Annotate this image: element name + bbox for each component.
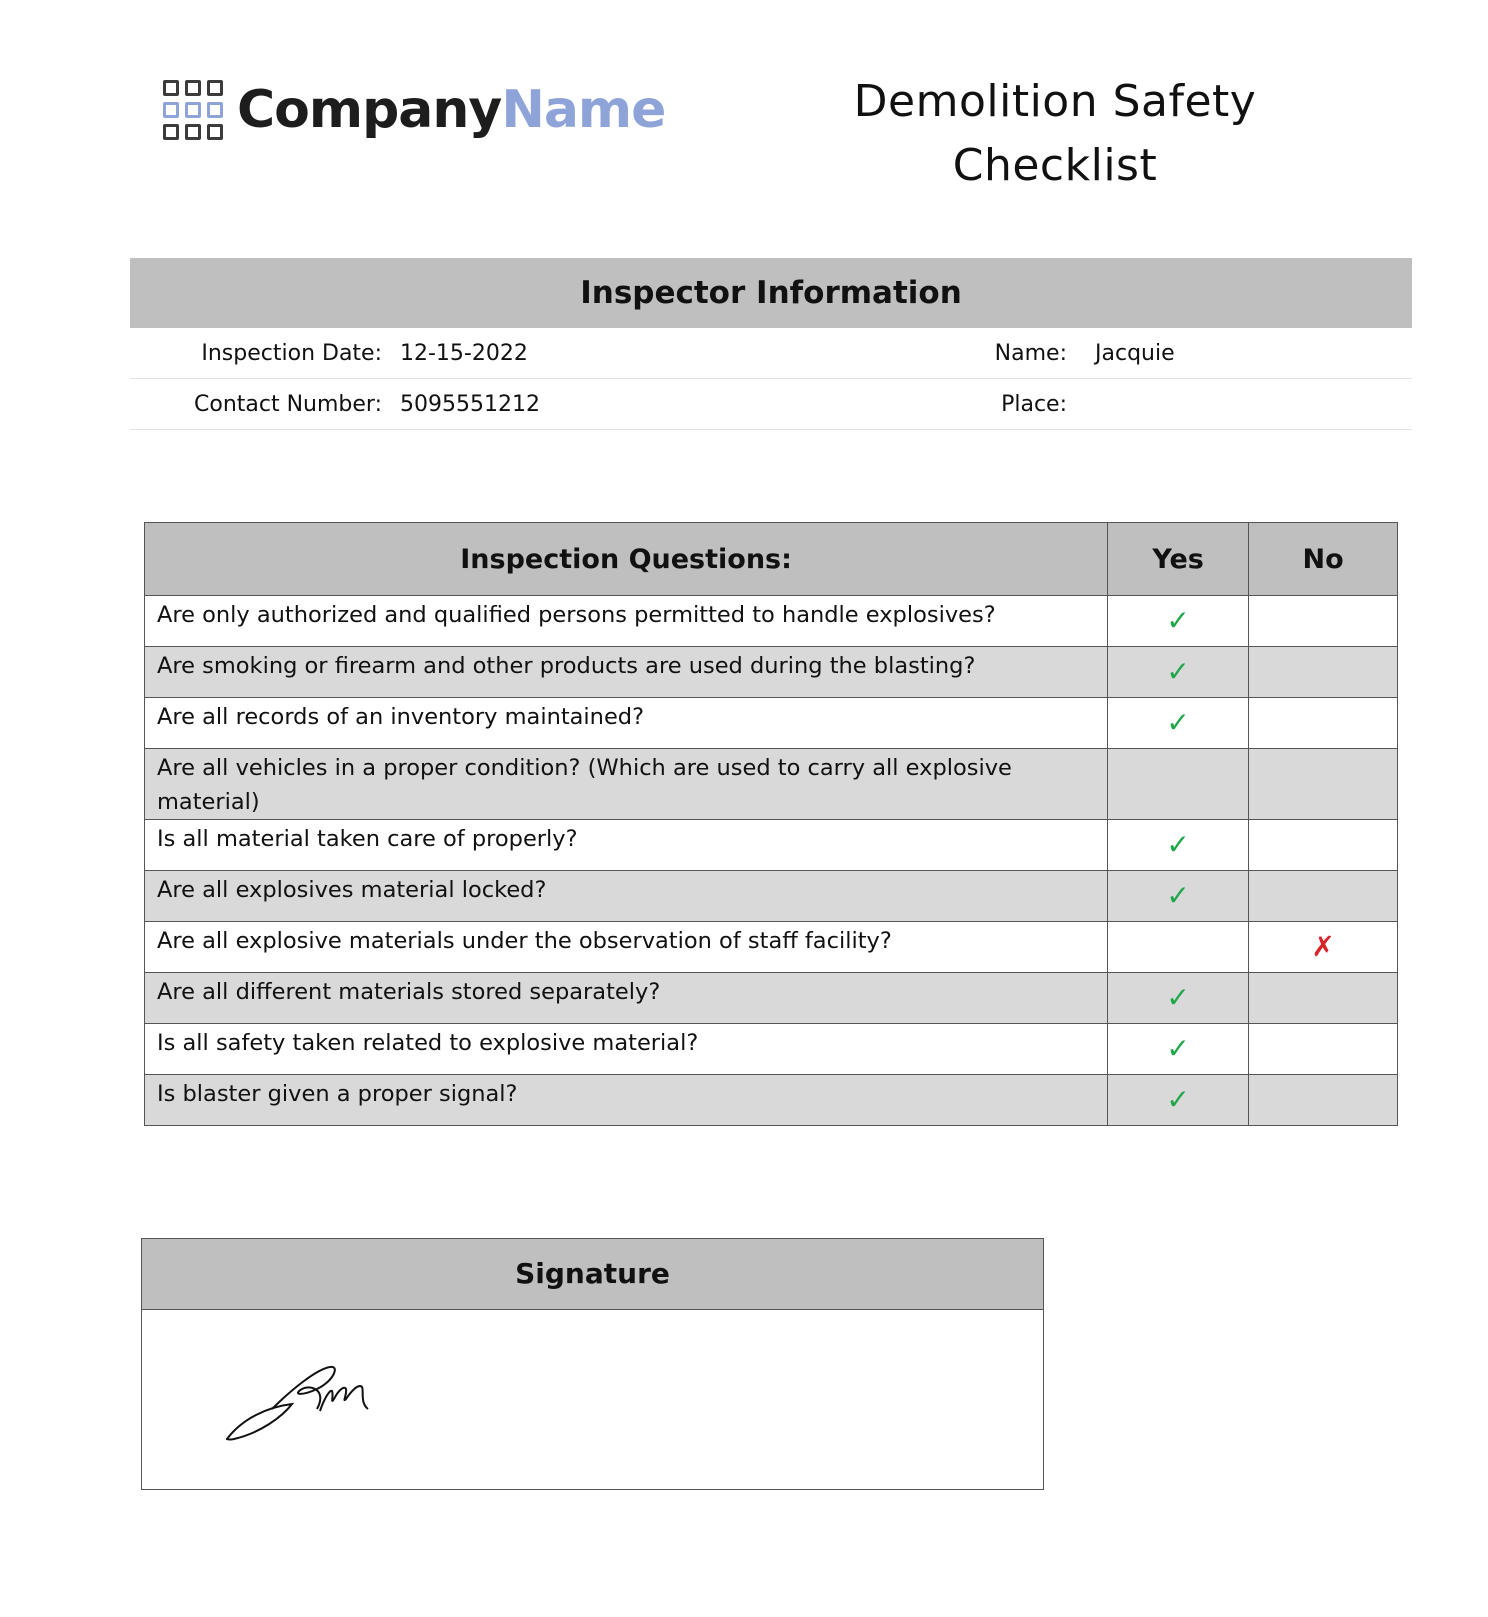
questions-column-header: Inspection Questions: bbox=[145, 523, 1108, 596]
question-text: Are only authorized and qualified persons permitted to handle explosives? bbox=[145, 596, 1108, 647]
name-label: Name: bbox=[994, 341, 1067, 366]
no-cell bbox=[1249, 820, 1398, 871]
no-cell bbox=[1249, 1024, 1398, 1075]
question-text: Are all vehicles in a proper condition? (Which are used to carry all explosive material) bbox=[145, 749, 1108, 820]
question-text: Are all different materials stored separately? bbox=[145, 973, 1108, 1024]
question-text: Is blaster given a proper signal? bbox=[145, 1075, 1108, 1126]
no-cell bbox=[1249, 596, 1398, 647]
table-row bbox=[145, 1075, 1398, 1126]
no-cell bbox=[1249, 698, 1398, 749]
yes-checkmark-icon: ✓ bbox=[1108, 973, 1249, 1024]
inspection-questions-table bbox=[144, 522, 1398, 1126]
contact-number-label: Contact Number: bbox=[194, 392, 382, 417]
yes-checkmark-icon: ✓ bbox=[1108, 871, 1249, 922]
yes-checkmark-icon: ✓ bbox=[1108, 820, 1249, 871]
inspector-information-header: Inspector Information bbox=[130, 258, 1412, 328]
question-text: Are all explosive materials under the observation of staff facility? bbox=[145, 922, 1108, 973]
question-text: Are all records of an inventory maintained? bbox=[145, 698, 1108, 749]
question-text: Are smoking or firearm and other products are used during the blasting? bbox=[145, 647, 1108, 698]
signature-header: Signature bbox=[142, 1239, 1043, 1310]
document-title bbox=[830, 70, 1280, 198]
question-text: Is all safety taken related to explosive material? bbox=[145, 1024, 1108, 1075]
no-column-header: No bbox=[1249, 523, 1398, 596]
name-value: Jacquie bbox=[1095, 341, 1175, 366]
document-title-line2: Checklist bbox=[952, 140, 1158, 191]
table-row bbox=[145, 871, 1398, 922]
inspection-date-value: 12-15-2022 bbox=[400, 341, 528, 366]
contact-number-value: 5095551212 bbox=[400, 392, 540, 417]
no-cell bbox=[1249, 973, 1398, 1024]
yes-checkmark-icon: ✓ bbox=[1108, 1024, 1249, 1075]
table-row bbox=[145, 698, 1398, 749]
table-row bbox=[145, 820, 1398, 871]
table-row bbox=[145, 1024, 1398, 1075]
signature-drawing bbox=[222, 1359, 402, 1449]
yes-cell bbox=[1108, 922, 1249, 973]
info-row-contact-place bbox=[130, 379, 1412, 430]
no-cell bbox=[1249, 647, 1398, 698]
yes-cell bbox=[1108, 749, 1249, 820]
table-row bbox=[145, 596, 1398, 647]
place-label: Place: bbox=[1001, 392, 1067, 417]
info-row-date-name bbox=[130, 328, 1412, 379]
table-row bbox=[145, 973, 1398, 1024]
question-text: Are all explosives material locked? bbox=[145, 871, 1108, 922]
company-name: CompanyName bbox=[237, 80, 666, 140]
table-row bbox=[145, 647, 1398, 698]
yes-checkmark-icon: ✓ bbox=[1108, 596, 1249, 647]
table-row bbox=[145, 922, 1398, 973]
table-row bbox=[145, 749, 1398, 820]
inspection-date-label: Inspection Date: bbox=[201, 341, 382, 366]
no-cell bbox=[1249, 749, 1398, 820]
table-header-row bbox=[145, 523, 1398, 596]
yes-checkmark-icon: ✓ bbox=[1108, 647, 1249, 698]
signature-box bbox=[141, 1238, 1044, 1490]
no-cell bbox=[1249, 871, 1398, 922]
yes-column-header: Yes bbox=[1108, 523, 1249, 596]
document-title-line1: Demolition Safety bbox=[853, 76, 1257, 127]
question-text: Is all material taken care of properly? bbox=[145, 820, 1108, 871]
no-cell bbox=[1249, 1075, 1398, 1126]
grid-logo-icon bbox=[163, 80, 223, 140]
inspector-information bbox=[130, 258, 1412, 430]
company-logo bbox=[163, 80, 665, 140]
yes-checkmark-icon: ✓ bbox=[1108, 1075, 1249, 1126]
no-cross-icon: ✗ bbox=[1249, 922, 1398, 973]
yes-checkmark-icon: ✓ bbox=[1108, 698, 1249, 749]
